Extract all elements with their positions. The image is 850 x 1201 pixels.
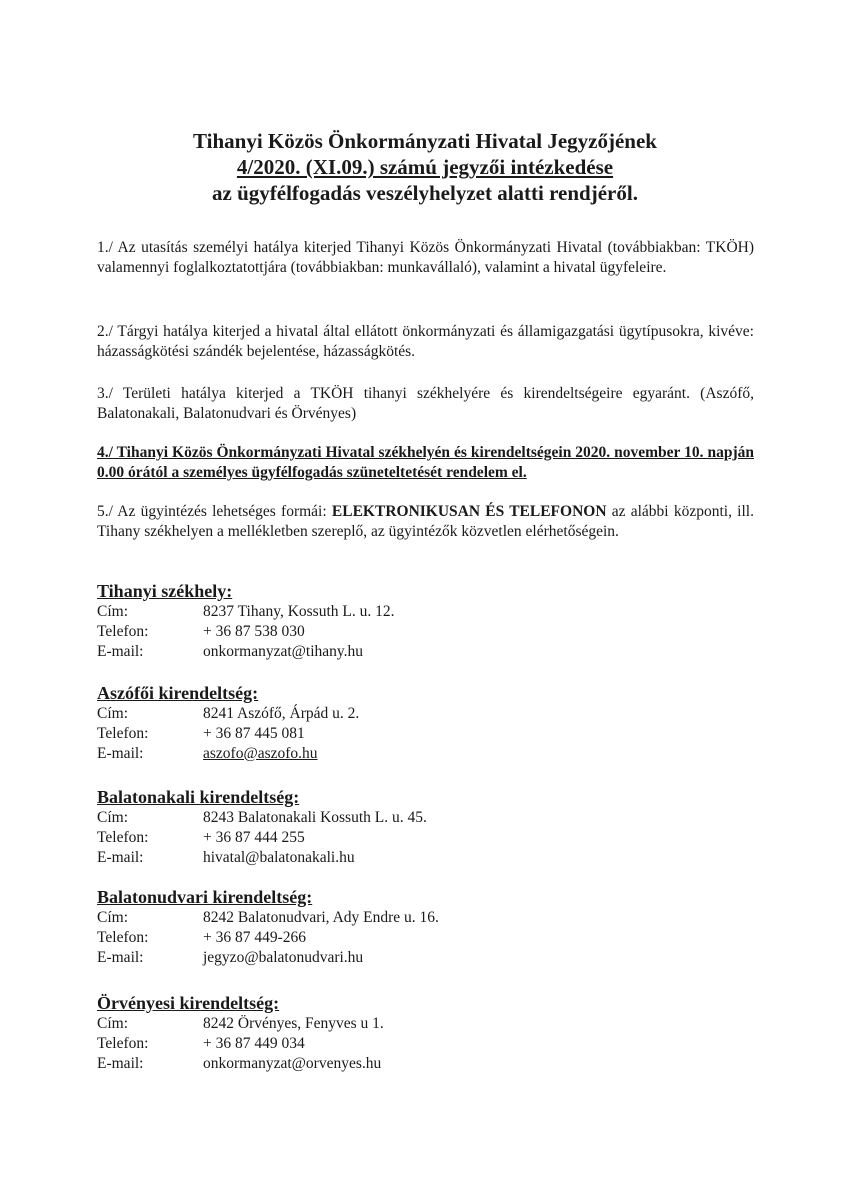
email-label: E-mail: <box>97 643 144 660</box>
office-aszofo <box>97 682 557 764</box>
email-label: E-mail: <box>97 949 144 966</box>
office-name: Balatonakali kirendeltség: <box>97 787 300 807</box>
paragraph-5-start: 5./ Az ügyintézés lehetséges formái: <box>97 503 332 520</box>
phone-row <box>97 724 557 744</box>
address-value: 8237 Tihany, Kossuth L. u. 12. <box>203 603 395 620</box>
email-row <box>97 642 557 662</box>
office-tihany <box>97 580 557 662</box>
phone-value: + 36 87 449-266 <box>203 929 307 946</box>
email-link[interactable]: onkormanyzat@tihany.hu <box>203 643 364 660</box>
address-row <box>97 704 557 724</box>
title-line-3: az ügyfélfogadás veszélyhelyzet alatti rendjéről. <box>212 181 638 205</box>
address-label: Cím: <box>97 1015 129 1032</box>
title-line-1: Tihanyi Közös Önkormányzati Hivatal Jegyzőjének <box>193 129 657 153</box>
email-label: E-mail: <box>97 849 144 866</box>
email-link[interactable]: jegyzo@balatonudvari.hu <box>203 949 364 966</box>
address-row <box>97 1014 557 1034</box>
address-row <box>97 602 557 622</box>
paragraph-5 <box>97 502 754 542</box>
office-name: Aszófői kirendeltség: <box>97 683 259 703</box>
email-label: E-mail: <box>97 1055 144 1072</box>
address-row <box>97 908 557 928</box>
phone-row <box>97 1034 557 1054</box>
office-balatonakali <box>97 786 557 868</box>
office-name: Örvényesi kirendeltség: <box>97 993 280 1013</box>
email-row <box>97 948 557 968</box>
phone-value: + 36 87 538 030 <box>203 623 305 640</box>
document-title <box>0 128 850 206</box>
email-row <box>97 1054 557 1074</box>
phone-row <box>97 622 557 642</box>
phone-row <box>97 828 557 848</box>
paragraph-1: 1./ Az utasítás személyi hatálya kiterjed Tihanyi Közös Önkormányzati Hivatal (továbbiakban: TKÖH) valamennyi foglalkoztatottjára (továbbiakban: munkavállaló), valamint a hivatal ügyfeleire. <box>97 239 754 276</box>
email-label: E-mail: <box>97 745 144 762</box>
phone-label: Telefon: <box>97 829 149 846</box>
email-row <box>97 848 557 868</box>
address-label: Cím: <box>97 705 129 722</box>
paragraph-3: 3./ Területi hatálya kiterjed a TKÖH tihanyi székhelyére és kirendeltségeire egyaránt. (Aszófő, Balatonakali, Balatonudvari és Örvényes) <box>97 385 754 422</box>
email-link[interactable]: onkormanyzat@orvenyes.hu <box>203 1055 382 1072</box>
phone-value: + 36 87 449 034 <box>203 1035 305 1052</box>
office-orvenyes <box>97 992 557 1074</box>
address-value: 8242 Örvényes, Fenyves u 1. <box>203 1015 384 1032</box>
email-row <box>97 744 557 764</box>
address-label: Cím: <box>97 603 129 620</box>
office-name: Balatonudvari kirendeltség: <box>97 887 313 907</box>
email-link[interactable]: hivatal@balatonakali.hu <box>203 849 355 866</box>
address-label: Cím: <box>97 909 129 926</box>
phone-label: Telefon: <box>97 929 149 946</box>
email-link[interactable]: aszofo@aszofo.hu <box>203 745 318 762</box>
phone-label: Telefon: <box>97 623 149 640</box>
phone-value: + 36 87 445 081 <box>203 725 305 742</box>
paragraph-5-end: az alábbi központi, ill. Tihany székhelyen a mellékletben szereplő, az ügyintézők közvetlen elérhetőségein. <box>97 503 754 540</box>
address-value: 8241 Aszófő, Árpád u. 2. <box>203 705 360 722</box>
paragraph-5-bold: ELEKTRONIKUSAN ÉS TELEFONON <box>331 503 607 520</box>
office-name: Tihanyi székhely: <box>97 581 233 601</box>
paragraph-4: 4./ Tihanyi Közös Önkormányzati Hivatal székhelyén és kirendeltségein 2020. november 10. napján 0.00 órától a személyes ügyfélfogadás szüneteltetését rendelem el. <box>97 444 754 481</box>
phone-label: Telefon: <box>97 725 149 742</box>
title-line-2: 4/2020. (XI.09.) számú jegyzői intézkedése <box>236 155 614 179</box>
phone-value: + 36 87 444 255 <box>203 829 305 846</box>
office-balatonudvari <box>97 886 557 968</box>
phone-label: Telefon: <box>97 1035 149 1052</box>
phone-row <box>97 928 557 948</box>
address-row <box>97 808 557 828</box>
address-value: 8242 Balatonudvari, Ady Endre u. 16. <box>203 909 439 926</box>
address-label: Cím: <box>97 809 129 826</box>
address-value: 8243 Balatonakali Kossuth L. u. 45. <box>203 809 427 826</box>
paragraph-2: 2./ Tárgyi hatálya kiterjed a hivatal által ellátott önkormányzati és államigazgatási ügytípusokra, kivéve: házasságkötési szándék bejelentése, házasságkötés. <box>97 323 754 360</box>
